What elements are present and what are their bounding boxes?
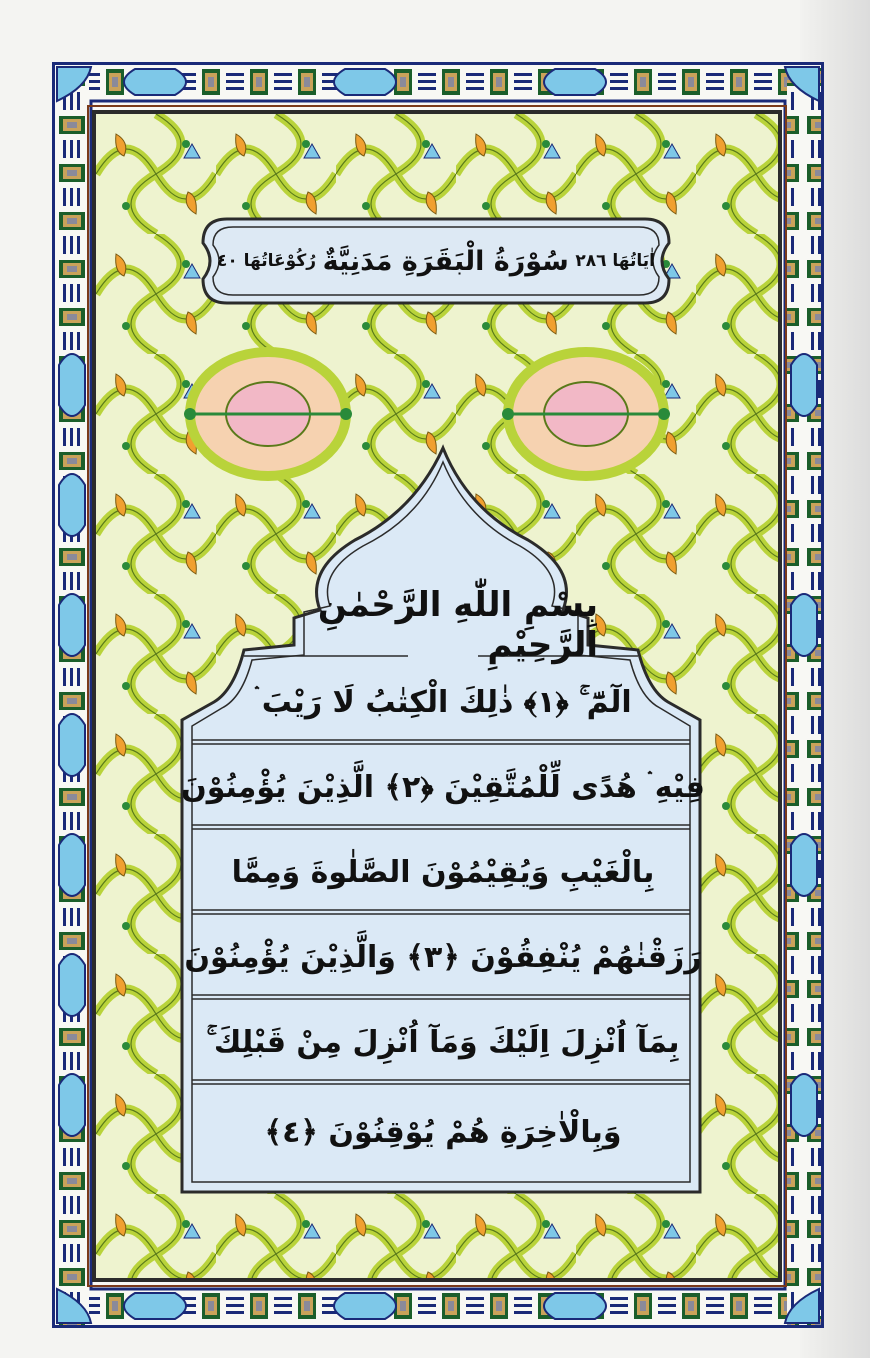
ayat-count-label: اٰیَاتُهَا ٢٨٦ [575,251,655,271]
surah-title-row [217,237,655,285]
verse-line-4: رَزَقْنٰهُمْ يُنْفِقُوْنَ ﴿٣﴾ وَالَّذِيْنَ يُؤْمِنُوْنَ [184,939,702,975]
surah-title-cartouche [197,213,675,309]
verse-line-3: بِالْغَيْبِ وَيُقِيْمُوْنَ الصَّلٰوةَ وَمِمَّا [231,854,655,890]
basmala: بِسْمِ اللّٰهِ الرَّحْمٰنِ الرَّحِيْمِ [317,585,598,665]
verse-line-2: فِيْهِ ۛ هُدًى لِّلْمُتَّقِيْنَ ﴿٢﴾ الَّذِيْنَ يُؤْمِنُوْنَ [181,769,705,805]
ruku-count-label: رُكُوْعَاتُهَا ٤٠ [217,251,317,271]
verse-line-1: الٓمّٓ ۚ ﴿١﴾ ذٰلِكَ الْكِتٰبُ لَا رَيْبَ ۛ [254,684,632,720]
verse-line-5: بِمَآ اُنْزِلَ اِلَيْكَ وَمَآ اُنْزِلَ مِنْ قَبْلِكَ ۚ [206,1024,680,1060]
verse-line-6: وَبِالْاٰخِرَةِ هُمْ يُوْقِنُوْنَ ﴿٤﴾ [264,1114,622,1150]
verse-panel [168,440,715,1200]
surah-title: سُوْرَةُ الْبَقَرَةِ مَدَنِيَّةٌ [322,245,569,277]
